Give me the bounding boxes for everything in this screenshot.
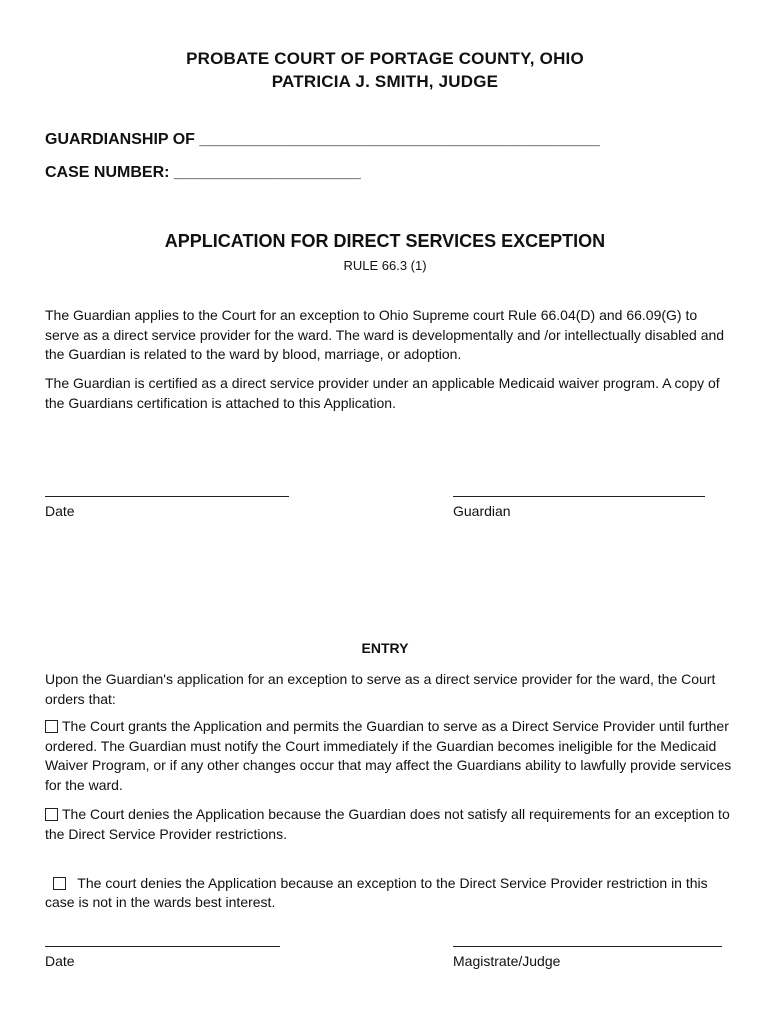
guardian-label: Guardian [453,503,511,519]
option-deny-interest-text: The court denies the Application because an exception to the Direct Service Provider restriction in this case is not in the wards best interest. [45,874,712,910]
magistrate-label: Magistrate/Judge [453,953,561,969]
option-grant [45,717,735,795]
certification-paragraph: The Guardian is certified as a direct service provider under an applicable Medicaid waiver program. A copy of the Guardians certification is attached to this Application. [45,375,720,411]
document-title: APPLICATION FOR DIRECT SERVICES EXCEPTION [164,231,606,251]
rule-reference: RULE 66.3 (1) [343,258,427,273]
guardianship-of-field: GUARDIANSHIP OF _____________________________________________ [45,131,600,148]
date-signature-line [45,496,289,497]
option-deny-requirements [45,805,735,844]
entry-heading: ENTRY [361,640,409,656]
entry-date-label: Date [45,953,75,969]
entry-date-signature-line [45,946,280,947]
entry-intro: Upon the Guardian's application for an exception to serve as a direct service provider for the ward, the Court orders that: [45,671,716,707]
date-label: Date [45,503,75,519]
option-deny-interest [45,854,735,913]
guardian-signature-line [453,496,705,497]
magistrate-signature-line [453,946,722,947]
deny-interest-checkbox[interactable] [53,877,66,890]
court-name: PROBATE COURT OF PORTAGE COUNTY, OHIO [186,49,584,68]
case-number-field: CASE NUMBER: _____________________ [45,164,361,181]
option-deny-requirements-text: The Court denies the Application because the Guardian does not satisfy all requirements for an exception to the Direct Service Provider restrictions. [45,806,730,842]
option-grant-text: The Court grants the Application and permits the Guardian to serve as a Direct Service Provider until further ordered. The Guardian must notify the Court immediately if the Guardian becomes ineligible for the Medicaid Waiver Program, or if any other changes occur that may affect the Guardians ability to lawfully provide services for the ward. [45,718,732,793]
application-paragraph: The Guardian applies to the Court for an exception to Ohio Supreme court Rule 66.04(D) and 66.09(G) to serve as a direct service provider for the ward. The ward is developmentally and /or intellectually disabled and the Guardian is related to the ward by blood, marriage, or adoption. [45,307,725,362]
grant-checkbox[interactable] [45,720,58,733]
deny-requirements-checkbox[interactable] [45,808,58,821]
judge-name: PATRICIA J. SMITH, JUDGE [271,72,499,91]
